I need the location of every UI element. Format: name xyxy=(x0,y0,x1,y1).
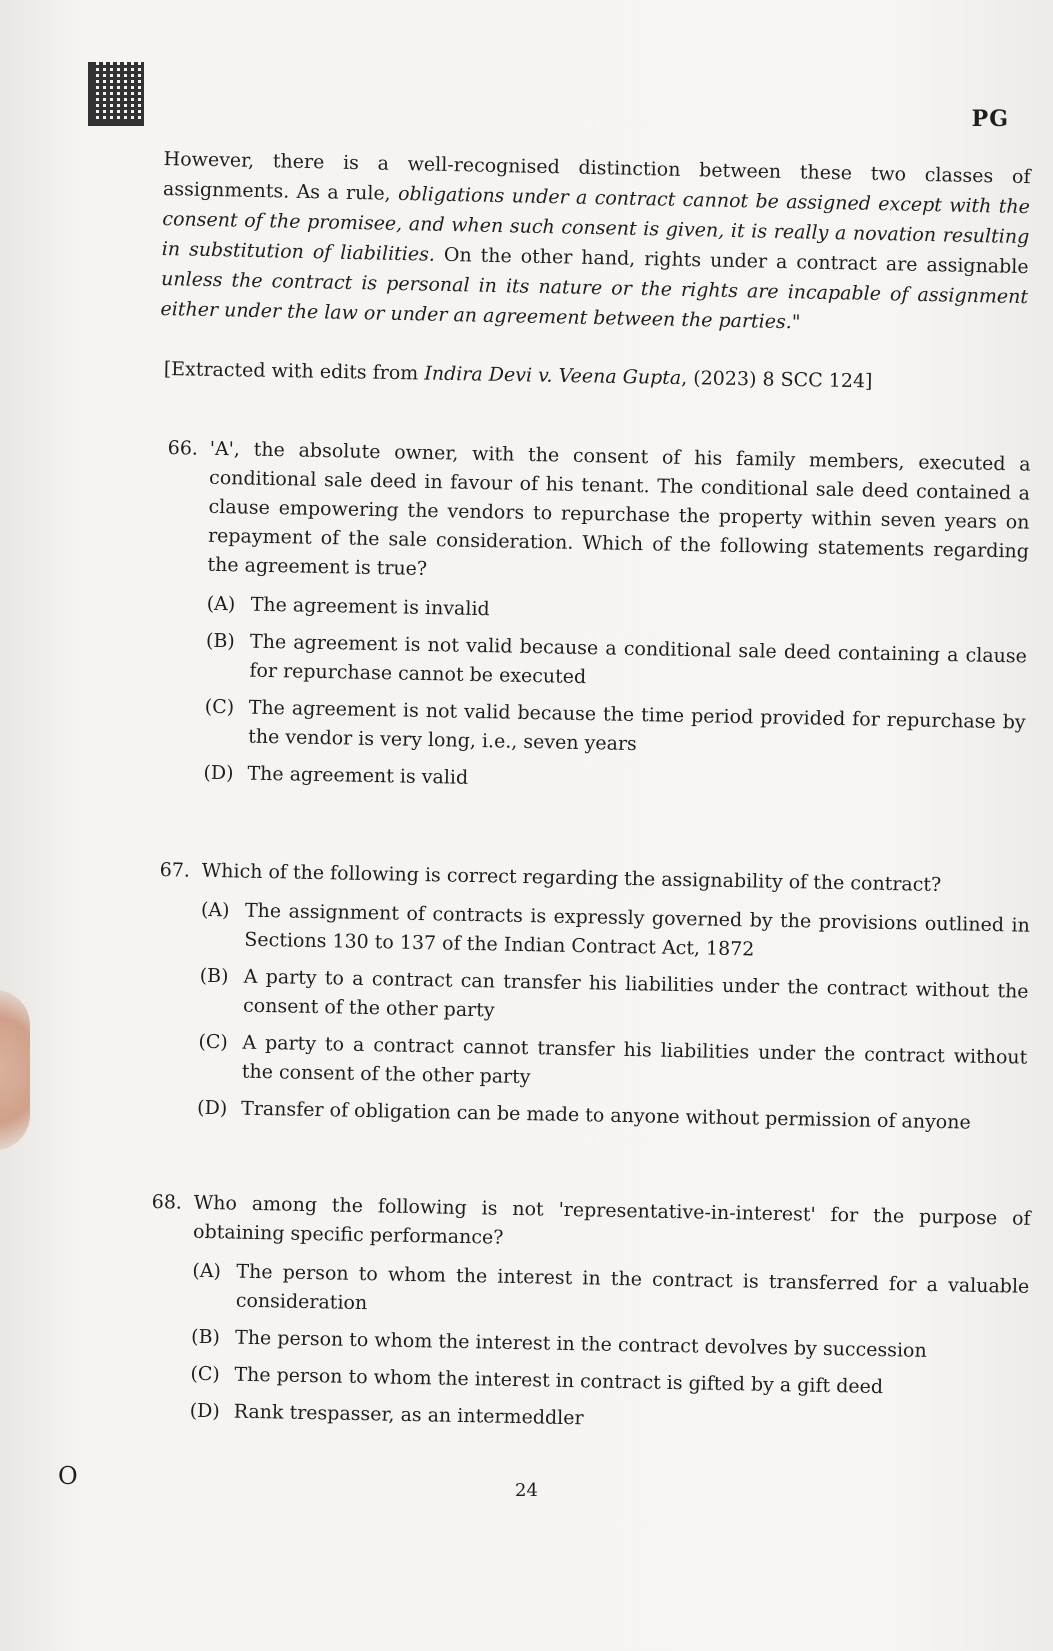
citation-prefix: [Extracted with edits from xyxy=(163,358,425,385)
citation-suffix: , (2023) 8 SCC 124] xyxy=(681,367,873,393)
option-d[interactable] xyxy=(203,759,1024,804)
option-label: (D) xyxy=(203,761,234,785)
barcode-icon xyxy=(88,62,144,126)
option-label: (A) xyxy=(206,592,236,616)
option-text: The assignment of contracts is expressly governed by the provisions outlined in Sections 130 to 137 of the Indian Contract Act, 1872 xyxy=(244,899,1031,961)
question-number: 68. xyxy=(151,1190,183,1214)
option-b[interactable] xyxy=(191,1323,1028,1368)
question-text: Which of the following is correct regarding the assignability of the contract? xyxy=(201,859,942,897)
option-text: Rank trespasser, as an intermeddler xyxy=(233,1400,584,1430)
option-text: The person to whom the interest in the contract devolves by succession xyxy=(234,1326,927,1362)
question-66 xyxy=(161,434,1031,812)
option-d[interactable] xyxy=(197,1094,1026,1139)
circle-mark: O xyxy=(58,1462,78,1490)
option-text: The person to whom the interest in the contract is transferred for a valuable consideration xyxy=(235,1260,1030,1315)
option-label: (B) xyxy=(199,964,229,988)
question-text: 'A', the absolute owner, with the consent of his family members, executed a conditional sale deed in favour of his tenant. The conditional sale deed contained a clause empowering the vendors to repurchase the property within seven years on repayment of the sale consideration. Which of the following statements regarding the agreement is true? xyxy=(207,437,1031,580)
option-text: The person to whom the interest in contract is gifted by a gift deed xyxy=(234,1363,884,1399)
option-text: The agreement is invalid xyxy=(250,593,490,621)
option-d[interactable] xyxy=(189,1397,1026,1442)
question-number: 66. xyxy=(167,436,199,460)
option-b[interactable] xyxy=(205,627,1027,701)
option-label: (A) xyxy=(200,898,230,922)
option-label: (A) xyxy=(192,1259,222,1283)
option-label: (C) xyxy=(190,1362,221,1386)
option-list xyxy=(203,590,1028,804)
page-number: 24 xyxy=(515,1480,538,1501)
option-label: (C) xyxy=(204,695,235,719)
option-label: (D) xyxy=(196,1096,228,1120)
option-text: Transfer of obligation can be made to anyone without permission of anyone xyxy=(240,1097,971,1134)
option-c[interactable] xyxy=(198,1028,1028,1102)
passage-close-quote: " xyxy=(791,311,801,334)
option-label: (B) xyxy=(190,1325,221,1349)
passage-text-1: However, there is a well-recognised distinction between these two classes of assignments. As a rule, xyxy=(162,147,1031,205)
option-c[interactable] xyxy=(190,1360,1027,1405)
option-text: A party to a contract can transfer his liabilities under the contract without the consent of the other party xyxy=(242,965,1029,1022)
question-68 xyxy=(147,1188,1031,1450)
option-label: (D) xyxy=(189,1399,220,1423)
passage-italic-2: unless the contract is personal in its nature or the rights are incapable of assignment either under the law or under an agreement between the parties. xyxy=(160,267,1029,334)
passage-italic-1: obligations under a contract cannot be assigned except with the consent of the promisee, and when such consent is given, it is really a novation resulting in substitution of liabilities. xyxy=(161,182,1031,266)
option-text: The agreement is valid xyxy=(247,762,469,789)
citation xyxy=(164,358,1031,395)
option-a[interactable] xyxy=(192,1257,1030,1331)
passage-text-2: On the other hand, rights under a contract are assignable xyxy=(434,243,1029,279)
option-a[interactable] xyxy=(206,590,1027,635)
question-67 xyxy=(155,856,1031,1147)
option-list xyxy=(197,896,1030,1139)
option-text: The agreement is not valid because the time period provided for repurchase by the vendor is very long, i.e., seven years xyxy=(247,696,1026,756)
option-label: (B) xyxy=(205,629,236,653)
option-a[interactable] xyxy=(200,896,1030,970)
option-list xyxy=(189,1257,1029,1442)
citation-case-name: Indira Devi v. Veena Gupta xyxy=(424,362,682,390)
option-b[interactable] xyxy=(199,962,1029,1036)
question-number: 67. xyxy=(159,858,191,882)
question-text: Who among the following is not 'representative-in-interest' for the purpose of obtaining specific performance? xyxy=(192,1191,1031,1249)
option-c[interactable] xyxy=(204,693,1026,767)
paper-code: PG xyxy=(971,106,1009,132)
option-text: The agreement is not valid because a conditional sale deed containing a clause for repurchase cannot be executed xyxy=(249,630,1028,689)
option-label: (C) xyxy=(198,1030,229,1054)
thumb-shadow xyxy=(0,990,30,1150)
option-text: A party to a contract cannot transfer his liabilities under the contract without the consent of the other party xyxy=(241,1031,1028,1089)
passage-excerpt xyxy=(160,144,1031,342)
